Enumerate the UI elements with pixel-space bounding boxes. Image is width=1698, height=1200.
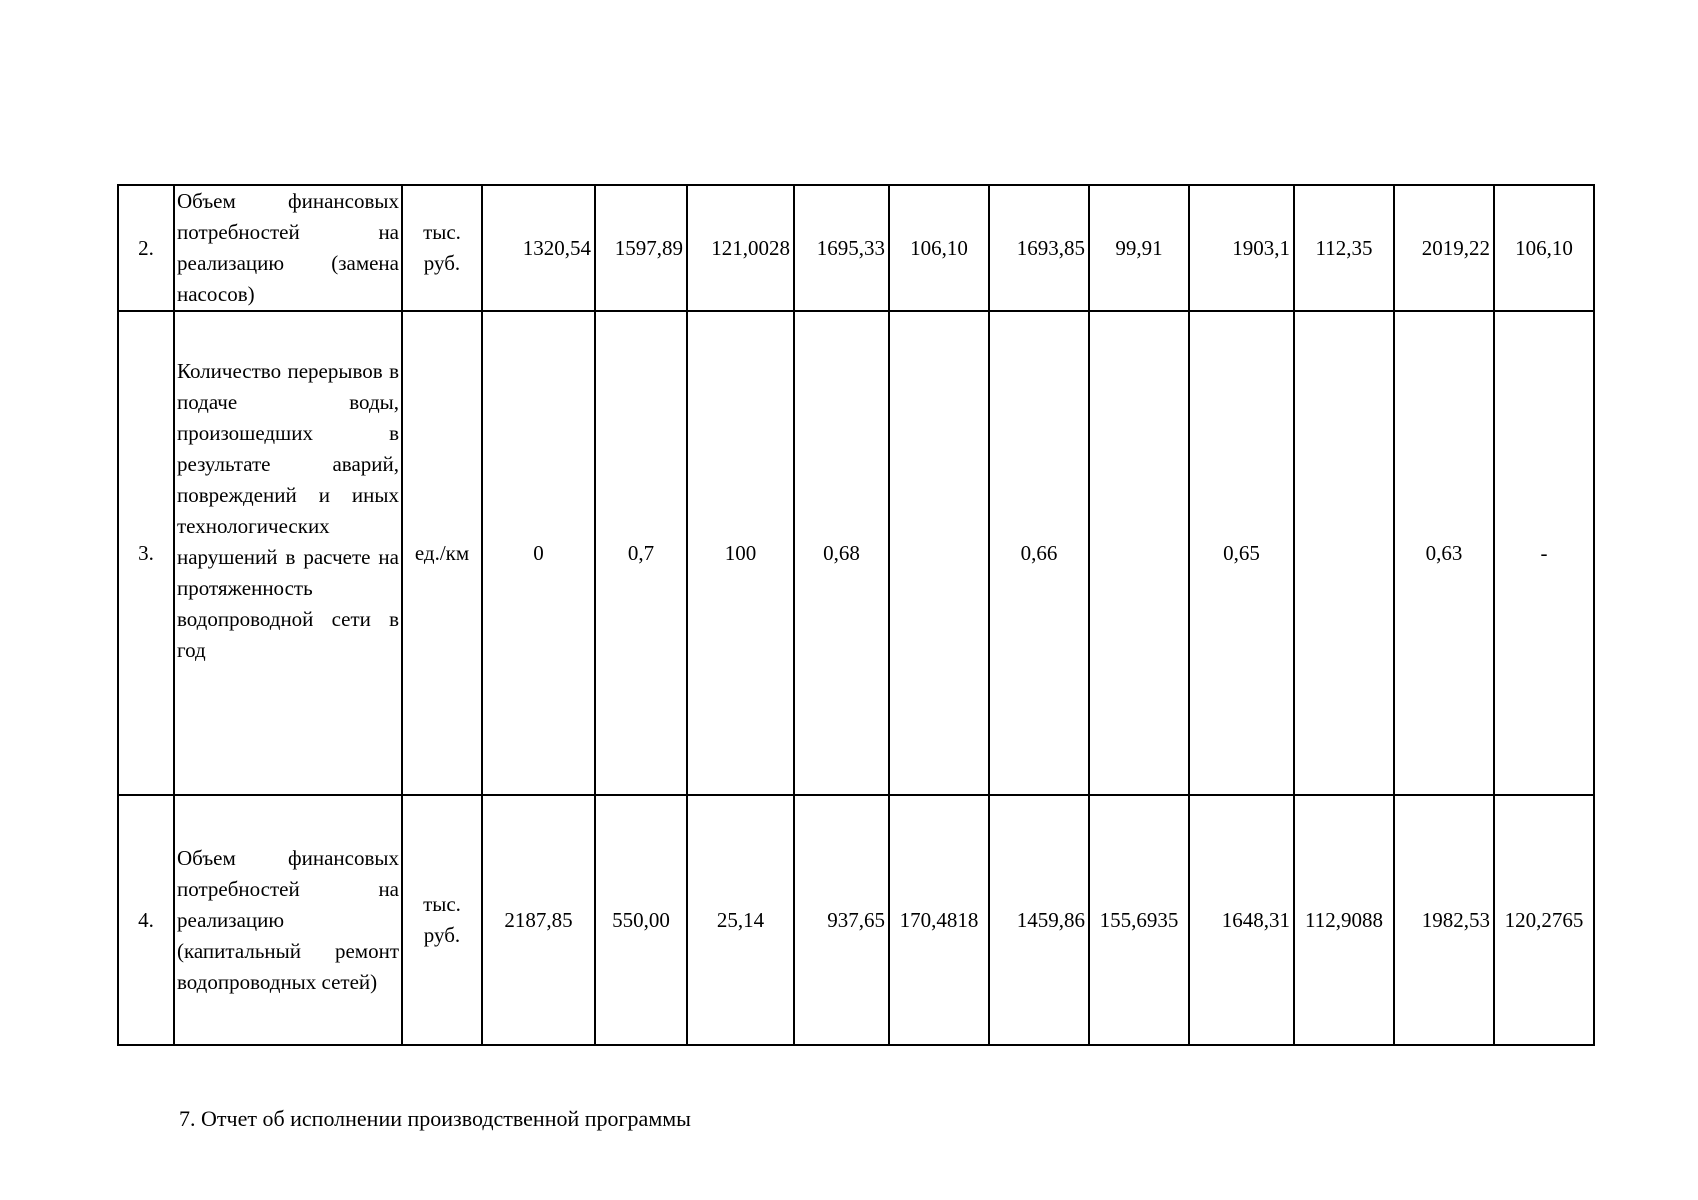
value-cell: 1693,85 bbox=[989, 185, 1089, 311]
value-cell: 121,0028 bbox=[687, 185, 794, 311]
value-cell: 2187,85 bbox=[482, 795, 595, 1045]
value-cell: 1695,33 bbox=[794, 185, 889, 311]
indicator-name: Количество перерывов в подаче воды, произошедших в результате аварий, повреждений и иных технологических нарушений в расчете на протяженность водопроводной сети в год bbox=[174, 311, 402, 795]
value-cell: 1597,89 bbox=[595, 185, 687, 311]
value-cell: 99,91 bbox=[1089, 185, 1189, 311]
value-cell: 100 bbox=[687, 311, 794, 795]
section-heading: 7. Отчет об исполнении производственной программы bbox=[179, 1106, 691, 1131]
indicator-name: Объем финансовых потребностей на реализацию (замена насосов) bbox=[174, 185, 402, 311]
row-number: 2. bbox=[118, 185, 174, 311]
indicator-name: Объем финансовых потребностей на реализацию (капитальный ремонт водопроводных сетей) bbox=[174, 795, 402, 1045]
value-cell bbox=[889, 311, 989, 795]
unit-cell: тыс. руб. bbox=[402, 185, 482, 311]
value-cell: 0,66 bbox=[989, 311, 1089, 795]
indicators-table bbox=[117, 184, 1595, 1046]
value-cell: 0,68 bbox=[794, 311, 889, 795]
value-cell: 0,63 bbox=[1394, 311, 1494, 795]
unit-cell: ед./км bbox=[402, 311, 482, 795]
value-cell: 112,9088 bbox=[1294, 795, 1394, 1045]
table-row bbox=[118, 795, 1594, 1045]
row-number: 4. bbox=[118, 795, 174, 1045]
value-cell: 106,10 bbox=[889, 185, 989, 311]
value-cell: 2019,22 bbox=[1394, 185, 1494, 311]
value-cell: 550,00 bbox=[595, 795, 687, 1045]
table-row bbox=[118, 185, 1594, 311]
value-cell: 1648,31 bbox=[1189, 795, 1294, 1045]
value-cell: 112,35 bbox=[1294, 185, 1394, 311]
value-cell: 1320,54 bbox=[482, 185, 595, 311]
value-cell: 0 bbox=[482, 311, 595, 795]
value-cell: 120,2765 bbox=[1494, 795, 1594, 1045]
value-cell: 0,7 bbox=[595, 311, 687, 795]
value-cell: 170,4818 bbox=[889, 795, 989, 1045]
value-cell: 937,65 bbox=[794, 795, 889, 1045]
value-cell: 155,6935 bbox=[1089, 795, 1189, 1045]
value-cell: 25,14 bbox=[687, 795, 794, 1045]
unit-cell: тыс. руб. bbox=[402, 795, 482, 1045]
value-cell: 1903,1 bbox=[1189, 185, 1294, 311]
table-row bbox=[118, 311, 1594, 795]
value-cell: - bbox=[1494, 311, 1594, 795]
value-cell: 1459,86 bbox=[989, 795, 1089, 1045]
value-cell bbox=[1089, 311, 1189, 795]
value-cell bbox=[1294, 311, 1394, 795]
row-number: 3. bbox=[118, 311, 174, 795]
value-cell: 1982,53 bbox=[1394, 795, 1494, 1045]
value-cell: 106,10 bbox=[1494, 185, 1594, 311]
value-cell: 0,65 bbox=[1189, 311, 1294, 795]
